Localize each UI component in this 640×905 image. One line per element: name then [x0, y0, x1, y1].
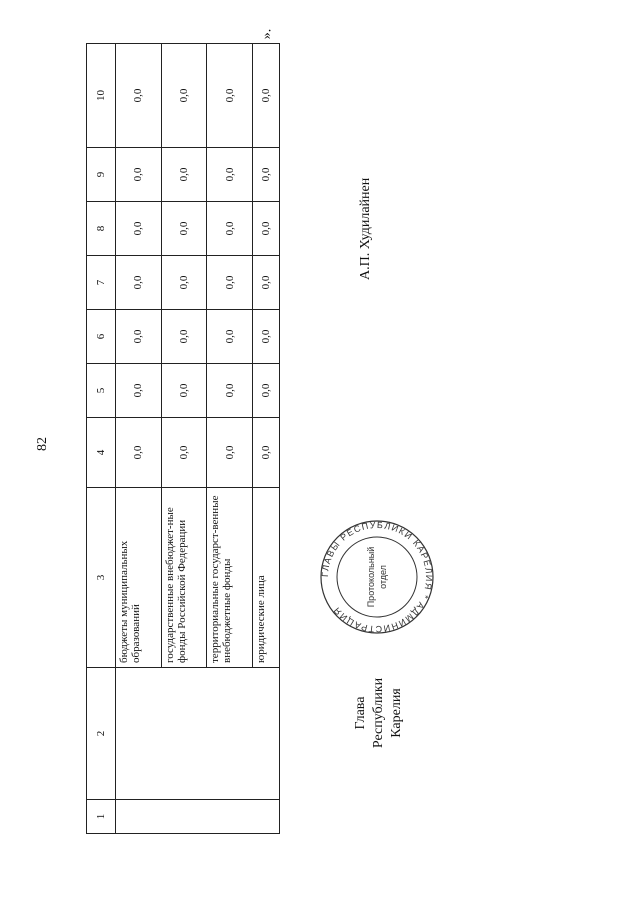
value-cell: 0,0: [207, 256, 253, 310]
header-cell: 7: [87, 256, 116, 310]
stamp-inner-line2: отдел: [378, 565, 388, 589]
value-cell: 0,0: [253, 310, 280, 364]
table-cell-col2: [116, 668, 280, 800]
header-cell: 2: [87, 668, 116, 800]
row-label: территориальные государст-венные внебюджетные фонды: [207, 488, 253, 668]
value-cell: 0,0: [207, 310, 253, 364]
stamp-outer-text: ГЛАВЫ РЕСПУБЛИКИ КАРЕЛИЯ * АДМИНИСТРАЦИЯ: [319, 519, 435, 635]
header-cell: 10: [87, 44, 116, 148]
table-row: [116, 44, 162, 834]
value-cell: 0,0: [161, 418, 207, 488]
header-cell: 9: [87, 148, 116, 202]
row-label: государственные внебюджет-ные фонды Российской Федерации: [161, 488, 207, 668]
value-cell: 0,0: [116, 148, 162, 202]
value-cell: 0,0: [161, 148, 207, 202]
value-cell: 0,0: [116, 256, 162, 310]
value-cell: 0,0: [253, 256, 280, 310]
stamp-inner-line1: Протокольный: [366, 546, 376, 608]
value-cell: 0,0: [116, 418, 162, 488]
header-cell: 1: [87, 800, 116, 834]
row-label: юридические лица: [253, 488, 280, 668]
header-cell: 8: [87, 202, 116, 256]
table-cell-col1: [116, 800, 280, 834]
closing-quote-mark: ».: [259, 28, 275, 40]
value-cell: 0,0: [207, 148, 253, 202]
financing-table-container: [86, 44, 280, 834]
value-cell: 0,0: [253, 148, 280, 202]
value-cell: 0,0: [207, 418, 253, 488]
header-cell: 6: [87, 310, 116, 364]
value-cell: 0,0: [253, 44, 280, 148]
value-cell: 0,0: [207, 202, 253, 256]
value-cell: 0,0: [161, 310, 207, 364]
value-cell: 0,0: [161, 364, 207, 418]
value-cell: 0,0: [161, 44, 207, 148]
header-cell: 4: [87, 418, 116, 488]
value-cell: 0,0: [161, 256, 207, 310]
header-cell: 5: [87, 364, 116, 418]
page-number: 82: [35, 437, 50, 451]
value-cell: 0,0: [253, 418, 280, 488]
value-cell: 0,0: [253, 364, 280, 418]
table-header-row: [87, 44, 116, 834]
signatory-name: [358, 170, 388, 280]
value-cell: 0,0: [116, 364, 162, 418]
signatory-name-text: А.П. Худилайнен: [358, 177, 373, 280]
signatory-title-line1: Глава: [353, 696, 368, 730]
financing-table: [86, 43, 280, 834]
value-cell: 0,0: [161, 202, 207, 256]
value-cell: 0,0: [116, 44, 162, 148]
row-label: бюджеты муниципальных образований: [116, 488, 162, 668]
value-cell: 0,0: [207, 44, 253, 148]
header-cell: 3: [87, 488, 116, 668]
signatory-title-line2: Республики Карелия: [371, 677, 404, 749]
value-cell: 0,0: [207, 364, 253, 418]
value-cell: 0,0: [116, 310, 162, 364]
value-cell: 0,0: [253, 202, 280, 256]
signatory-title: [352, 677, 412, 768]
value-cell: 0,0: [116, 202, 162, 256]
official-stamp: [318, 518, 436, 636]
